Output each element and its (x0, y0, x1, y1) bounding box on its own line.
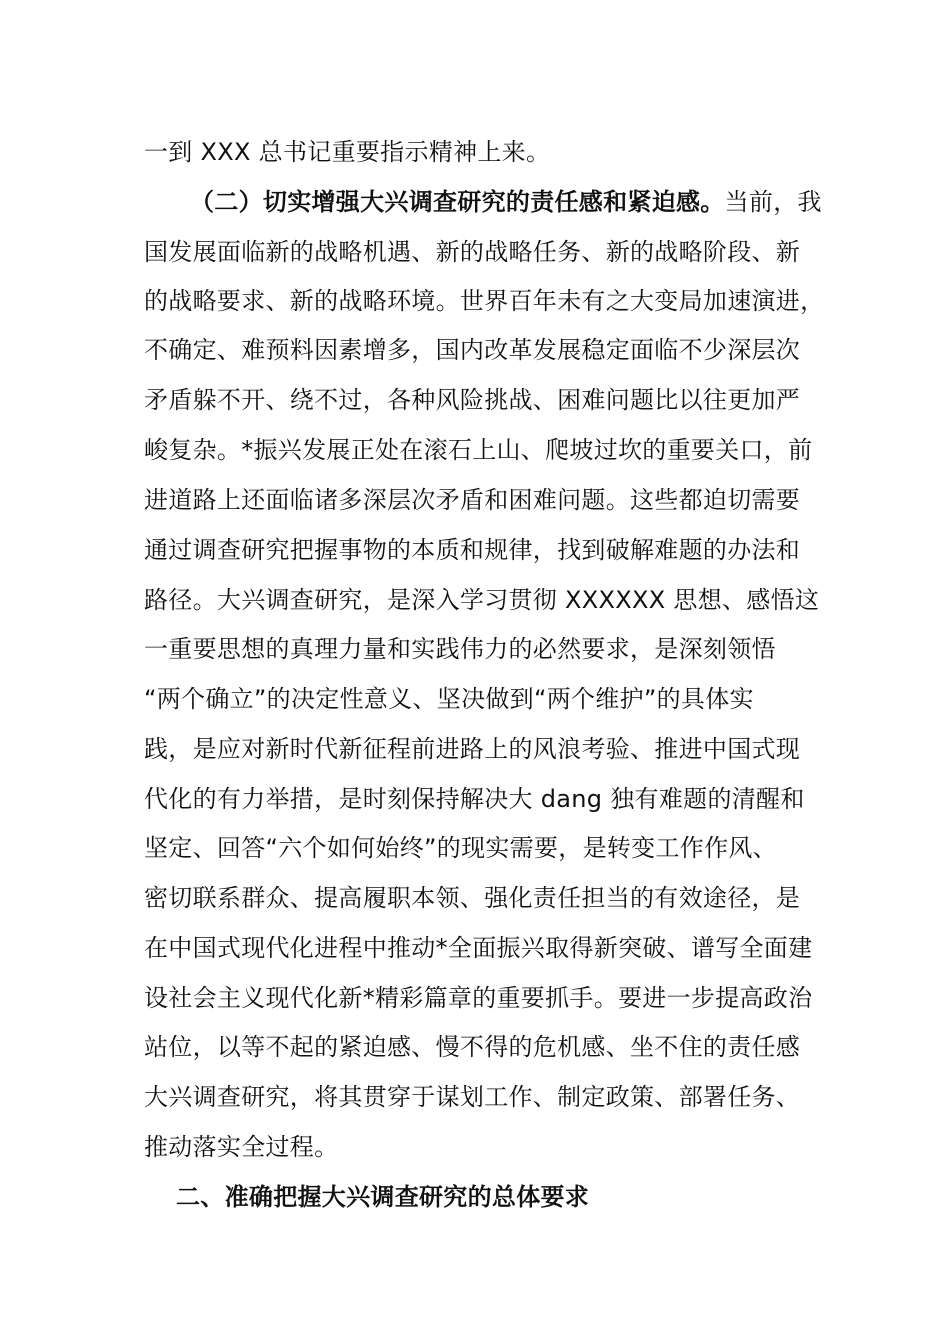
paragraph-line: 进道路上还面临诸多深层次矛盾和困难问题。这些都迫切需要 (144, 486, 801, 514)
paragraph-line: 的战略要求、新的战略环境。世界百年未有之大变局加速演进， (144, 287, 825, 315)
paragraph-line: 峻复杂。*振兴发展正处在滚石上山、爬坡过坎的重要关口，前 (144, 436, 813, 464)
paragraph-line: 推动落实全过程。 (144, 1133, 339, 1161)
paragraph-line: “两个确立”的决定性意义、坚决做到“两个维护”的具体实 (144, 685, 754, 713)
paragraph-line: 通过调查研究把握事物的本质和规律，找到破解难题的办法和 (144, 536, 801, 564)
paragraph-line: 不确定、难预料因素增多，国内改革发展稳定面临不少深层次 (144, 336, 801, 364)
paragraph-line: 密切联系群众、提高履职本领、强化责任担当的有效途径，是 (144, 884, 801, 912)
paragraph-line: 站位，以等不起的紧迫感、慢不得的危机感、坐不住的责任感 (144, 1033, 801, 1061)
paragraph-line: 践，是应对新时代新征程前进路上的风浪考验、推进中国式现 (144, 735, 801, 763)
paragraph-line: 路径。大兴调查研究，是深入学习贯彻 XXXXXX 思想、感悟这 (144, 586, 820, 614)
subsection-title: （二）切实增强大兴调查研究的责任感和紧迫感。 (190, 188, 725, 216)
subsection-text: 当前，我 (724, 188, 822, 216)
paragraph-line: 国发展面临新的战略机遇、新的战略任务、新的战略阶段、新 (144, 238, 801, 266)
paragraph-line: 坚定、回答“六个如何始终”的现实需要，是转变工作作风、 (144, 834, 777, 862)
paragraph-line: 代化的有力举措，是时刻保持解决大 dang 独有难题的清醒和 (144, 785, 805, 813)
section-heading: 二、准确把握大兴调查研究的总体要求 (176, 1183, 590, 1211)
paragraph-line: 一重要思想的真理力量和实践伟力的必然要求，是深刻领悟 (144, 635, 776, 663)
paragraph-line: 在中国式现代化进程中推动*全面振兴取得新突破、谱写全面建 (144, 934, 813, 962)
paragraph-line: 设社会主义现代化新*精彩篇章的重要抓手。要进一步提高政治 (144, 984, 813, 1012)
subsection-line (190, 177, 870, 227)
paragraph-line: 一到 XXX 总书记重要指示精神上来。 (144, 138, 551, 166)
paragraph-line: 大兴调查研究，将其贯穿于谋划工作、制定政策、部署任务、 (144, 1083, 801, 1111)
paragraph-line: 矛盾躲不开、绕不过，各种风险挑战、困难问题比以往更加严 (144, 386, 801, 414)
